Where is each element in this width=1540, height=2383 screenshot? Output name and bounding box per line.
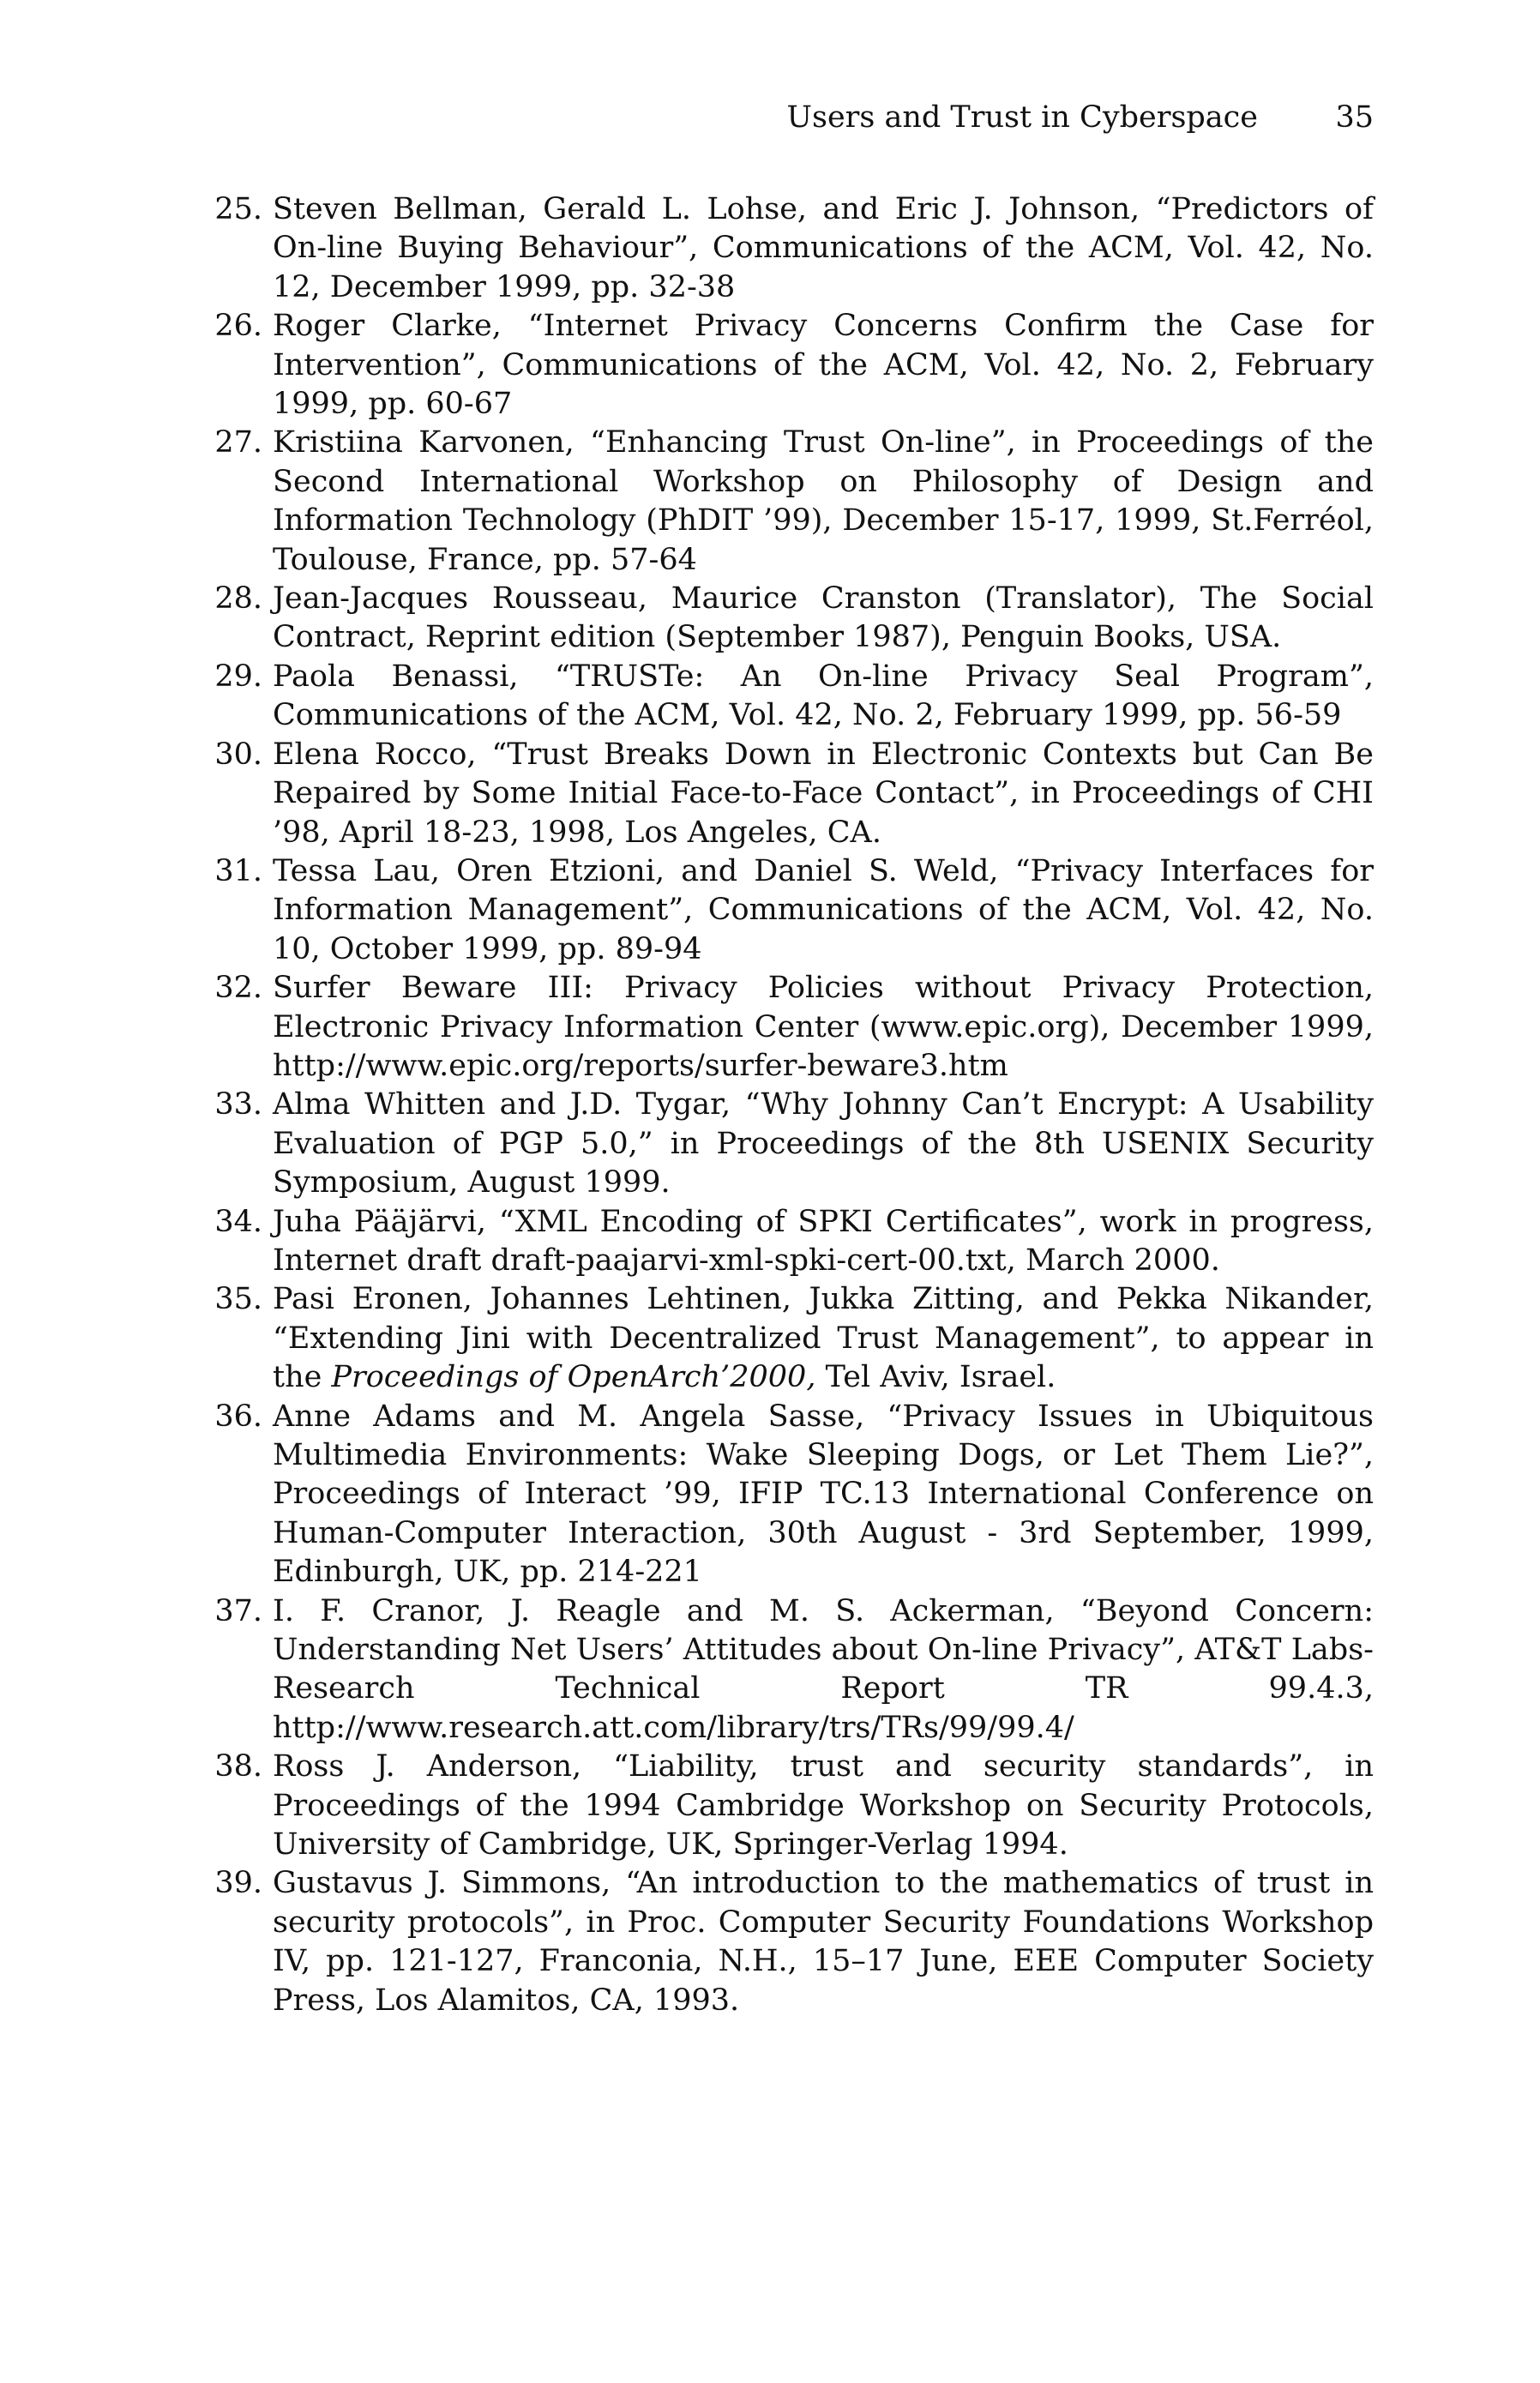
reference-text bbox=[273, 1203, 1374, 1281]
reference-text bbox=[273, 1398, 1374, 1592]
reference-item bbox=[214, 969, 1374, 1086]
reference-item bbox=[214, 852, 1374, 969]
reference-text bbox=[273, 1748, 1374, 1864]
reference-number: 25. bbox=[214, 192, 262, 226]
reference-item bbox=[214, 1398, 1374, 1592]
reference-number: 33. bbox=[214, 1087, 262, 1122]
reference-text bbox=[273, 658, 1374, 736]
reference-item bbox=[214, 1592, 1374, 1748]
reference-segment: Elena Rocco, “Trust Breaks Down in Electronic Contexts but Can Be Repaired by Some Initial Face-to-Face Contact”, in Proceedings of CHI ’98, April 18-23, 1998, Los Angeles, CA. bbox=[273, 737, 1374, 850]
reference-item bbox=[214, 424, 1374, 580]
reference-segment: Alma Whitten and J.D. Tygar, “Why Johnny Can’t Encrypt: A Usability Evaluation of PGP 5.0,” in Proceedings of the 8th USENIX Security Symposium, August 1999. bbox=[273, 1087, 1374, 1201]
reference-item bbox=[214, 190, 1374, 307]
reference-segment: Tel Aviv, Israel. bbox=[815, 1360, 1056, 1395]
reference-segment: Kristiina Karvonen, “Enhancing Trust On-line”, in Proceedings of the Second International Workshop on Philosophy of Design and Information Technology (PhDIT ’99), December 15-17, 1999, St.Ferréol, Toulouse, France, pp. 57-64 bbox=[273, 425, 1374, 577]
running-head-title: Users and Trust in Cyberspace bbox=[786, 100, 1258, 135]
reference-number: 38. bbox=[214, 1749, 262, 1784]
reference-text bbox=[273, 307, 1374, 424]
reference-number: 32. bbox=[214, 971, 262, 1006]
reference-segment: Anne Adams and M. Angela Sasse, “Privacy Issues in Ubiquitous Multimedia Environments: Wake Sleeping Dogs, or Let Them Lie?”, Proceedings of Interact ’99, IFIP TC.13 International Conference on Human-Computer Interaction, 30th August - 3rd September, 1999, Edinburgh, UK, pp. 214-221 bbox=[273, 1399, 1374, 1590]
reference-item bbox=[214, 1203, 1374, 1281]
reference-number: 39. bbox=[214, 1866, 262, 1901]
reference-segment: Gustavus J. Simmons, “An introduction to the mathematics of trust in security protocols”, in Proc. Computer Security Foundations Workshop IV, pp. 121-127, Franconia, N.H., 15–17 June, EEE Computer Society Press, Los Alamitos, CA, 1993. bbox=[273, 1866, 1374, 2018]
reference-segment: Pasi Eronen, Johannes Lehtinen, Jukka Zitting, and Pekka Nikander, “Extending Jini with Decentralized Trust Management”, to appear in the bbox=[273, 1282, 1374, 1395]
reference-text bbox=[273, 736, 1374, 852]
reference-number: 34. bbox=[214, 1204, 262, 1239]
reference-number: 27. bbox=[214, 425, 262, 460]
reference-text bbox=[273, 190, 1374, 307]
reference-item bbox=[214, 580, 1374, 658]
reference-segment: Roger Clarke, “Internet Privacy Concerns Confirm the Case for Intervention”, Communications of the ACM, Vol. 42, No. 2, February 1999, pp. 60-67 bbox=[273, 309, 1374, 422]
reference-item bbox=[214, 307, 1374, 424]
reference-text bbox=[273, 424, 1374, 580]
reference-item bbox=[214, 1086, 1374, 1202]
reference-number: 26. bbox=[214, 309, 262, 344]
reference-item bbox=[214, 736, 1374, 852]
reference-segment: Surfer Beware III: Privacy Policies without Privacy Protection, Electronic Privacy Information Center (www.epic.org), December 1999, http://www.epic.org/reports/surfer-beware3.htm bbox=[273, 971, 1374, 1083]
reference-text bbox=[273, 969, 1374, 1086]
reference-segment: Steven Bellman, Gerald L. Lohse, and Eric J. Johnson, “Predictors of On-line Buying Behaviour”, Communications of the ACM, Vol. 42, No. 12, December 1999, pp. 32-38 bbox=[273, 192, 1374, 304]
reference-number: 37. bbox=[214, 1593, 262, 1628]
reference-segment: Tessa Lau, Oren Etzioni, and Daniel S. Weld, “Privacy Interfaces for Information Management”, Communications of the ACM, Vol. 42, No. 10, October 1999, pp. 89-94 bbox=[273, 853, 1374, 966]
reference-segment: Paola Benassi, “TRUSTe: An On-line Privacy Seal Program”, Communications of the ACM, Vol. 42, No. 2, February 1999, pp. 56-59 bbox=[273, 659, 1374, 733]
reference-segment: Ross J. Anderson, “Liability, trust and security standards”, in Proceedings of the 1994 Cambridge Workshop on Security Protocols, University of Cambridge, UK, Springer-Verlag 1994. bbox=[273, 1749, 1374, 1862]
reference-text bbox=[273, 1280, 1374, 1397]
reference-text bbox=[273, 1864, 1374, 2020]
reference-segment: I. F. Cranor, J. Reagle and M. S. Ackerman, “Beyond Concern: Understanding Net Users’ Attitudes about On-line Privacy”, AT&T Labs-Research Technical Report TR 99.4.3, http://www.research.att.com/library/trs/TRs/99/99.4/ bbox=[273, 1593, 1374, 1745]
reference-number: 36. bbox=[214, 1399, 262, 1434]
reference-number: 35. bbox=[214, 1282, 262, 1317]
page-number: 35 bbox=[1335, 100, 1374, 135]
reference-number: 29. bbox=[214, 659, 262, 694]
reference-italic-segment: Proceedings of OpenArch’2000, bbox=[331, 1360, 816, 1395]
running-head bbox=[273, 96, 1374, 139]
reference-number: 31. bbox=[214, 853, 262, 888]
reference-text bbox=[273, 852, 1374, 969]
reference-text bbox=[273, 1592, 1374, 1748]
reference-number: 30. bbox=[214, 737, 262, 772]
reference-item bbox=[214, 1864, 1374, 2020]
reference-text bbox=[273, 580, 1374, 658]
reference-list bbox=[214, 190, 1374, 2020]
reference-item bbox=[214, 1280, 1374, 1397]
reference-segment: Jean-Jacques Rousseau, Maurice Cranston (Translator), The Social Contract, Reprint edition (September 1987), Penguin Books, USA. bbox=[273, 581, 1374, 655]
reference-text bbox=[273, 1086, 1374, 1202]
reference-item bbox=[214, 658, 1374, 736]
reference-number: 28. bbox=[214, 581, 262, 617]
reference-item bbox=[214, 1748, 1374, 1864]
reference-segment: Juha Pääjärvi, “XML Encoding of SPKI Certificates”, work in progress, Internet draft draft-paajarvi-xml-spki-cert-00.txt, March 2000. bbox=[273, 1204, 1374, 1278]
